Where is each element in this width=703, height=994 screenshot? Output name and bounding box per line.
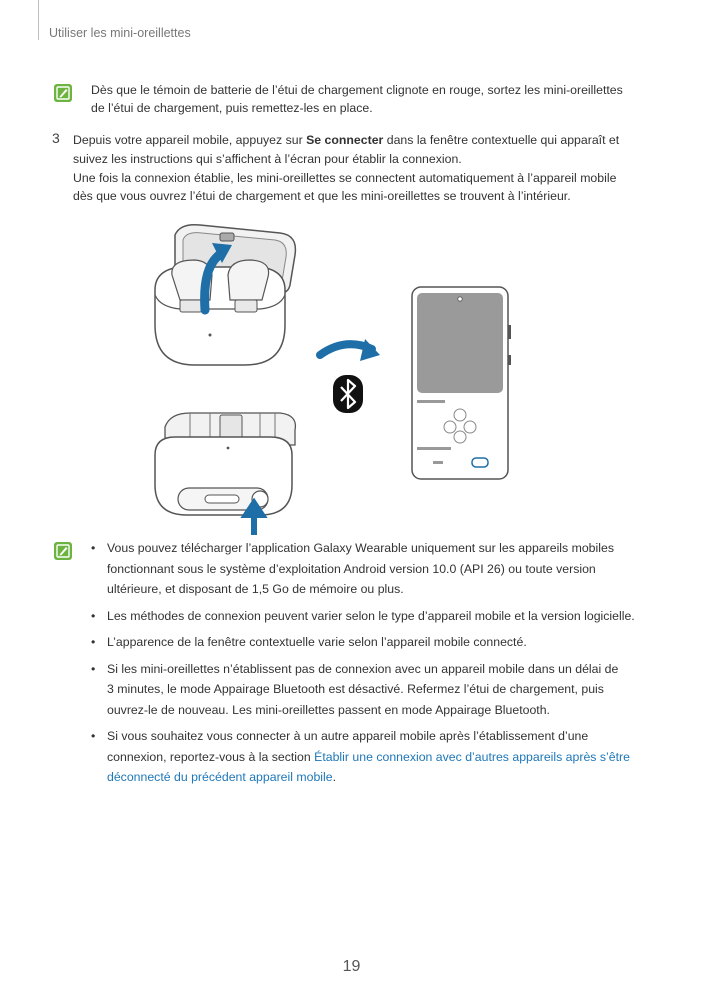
list-item: • L’apparence de la fenêtre contextuelle varie selon l’appareil mobile connecté. <box>88 632 648 653</box>
note2-bullet-list <box>88 538 648 794</box>
note-pencil-icon <box>53 541 73 561</box>
charging-case-closed <box>155 413 295 515</box>
step3-text-post: dans la fenêtre contextuelle qui apparaît et <box>383 133 620 147</box>
page-number: 19 <box>342 958 361 975</box>
smartphone-popup <box>412 287 511 479</box>
step3-line3: Une fois la connexion établie, les mini-oreillettes se connectent automatiquement à l’appareil mobile <box>73 171 617 185</box>
section-header: Utiliser les mini-oreillettes <box>49 26 191 40</box>
step3-line1 <box>73 130 619 150</box>
step3-line2: suivez les instructions qui s’affichent à l’écran pour établir la connexion. <box>73 152 462 166</box>
step-number: 3 <box>52 130 60 146</box>
list-item: • Si vous souhaitez vous connecter à un autre appareil mobile après l’établissement d’une connexion, reportez-vous à la section Établir une connexion avec d’autres appareils après s’être déconnecté du précédent appareil mobile. <box>88 726 648 788</box>
step3-text-pre: Depuis votre appareil mobile, appuyez sur <box>73 133 307 147</box>
note-pencil-icon <box>53 83 73 103</box>
list-item: • Les méthodes de connexion peuvent varier selon le type d’appareil mobile et la version logicielle. <box>88 606 648 627</box>
step3-bold-action: Se connecter <box>306 133 384 147</box>
note1-line2: de l’étui de chargement, puis remettez-les en place. <box>91 101 373 115</box>
list-item: • Vous pouvez télécharger l’application Galaxy Wearable uniquement sur les appareils mobiles fonctionnant sous le système d’exploitation Android version 10.0 (API 26) ou toute version ultérieure, et disposant de 1,5 Go de mémoire ou plus. <box>88 538 648 600</box>
cross-reference-link[interactable]: Établir une connexion avec d’autres appareils après s’être <box>314 749 630 764</box>
step3-line4: dès que vous ouvrez l’étui de chargement et que les mini-oreillettes se trouvent à l’intérieur. <box>73 189 571 203</box>
header-divider <box>38 0 39 40</box>
cross-reference-link-cont[interactable]: déconnecté du précédent appareil mobile <box>107 770 333 784</box>
list-item: • Si les mini-oreillettes n’établissent pas de connexion avec un appareil mobile dans un délai de 3 minutes, le mode Appairage Bluetooth est désactivé. Refermez l’étui de chargement, puis ouvrez-le de nouveau. Les mini-oreillettes passent en mode Appairage Bluetooth. <box>88 659 648 721</box>
press-arrow <box>246 503 262 535</box>
note1-line1: Dès que le témoin de batterie de l’étui de chargement clignote en rouge, sortez les mini-oreillettes <box>91 83 623 97</box>
pairing-illustration <box>150 215 520 535</box>
bluetooth-icon <box>333 375 363 413</box>
